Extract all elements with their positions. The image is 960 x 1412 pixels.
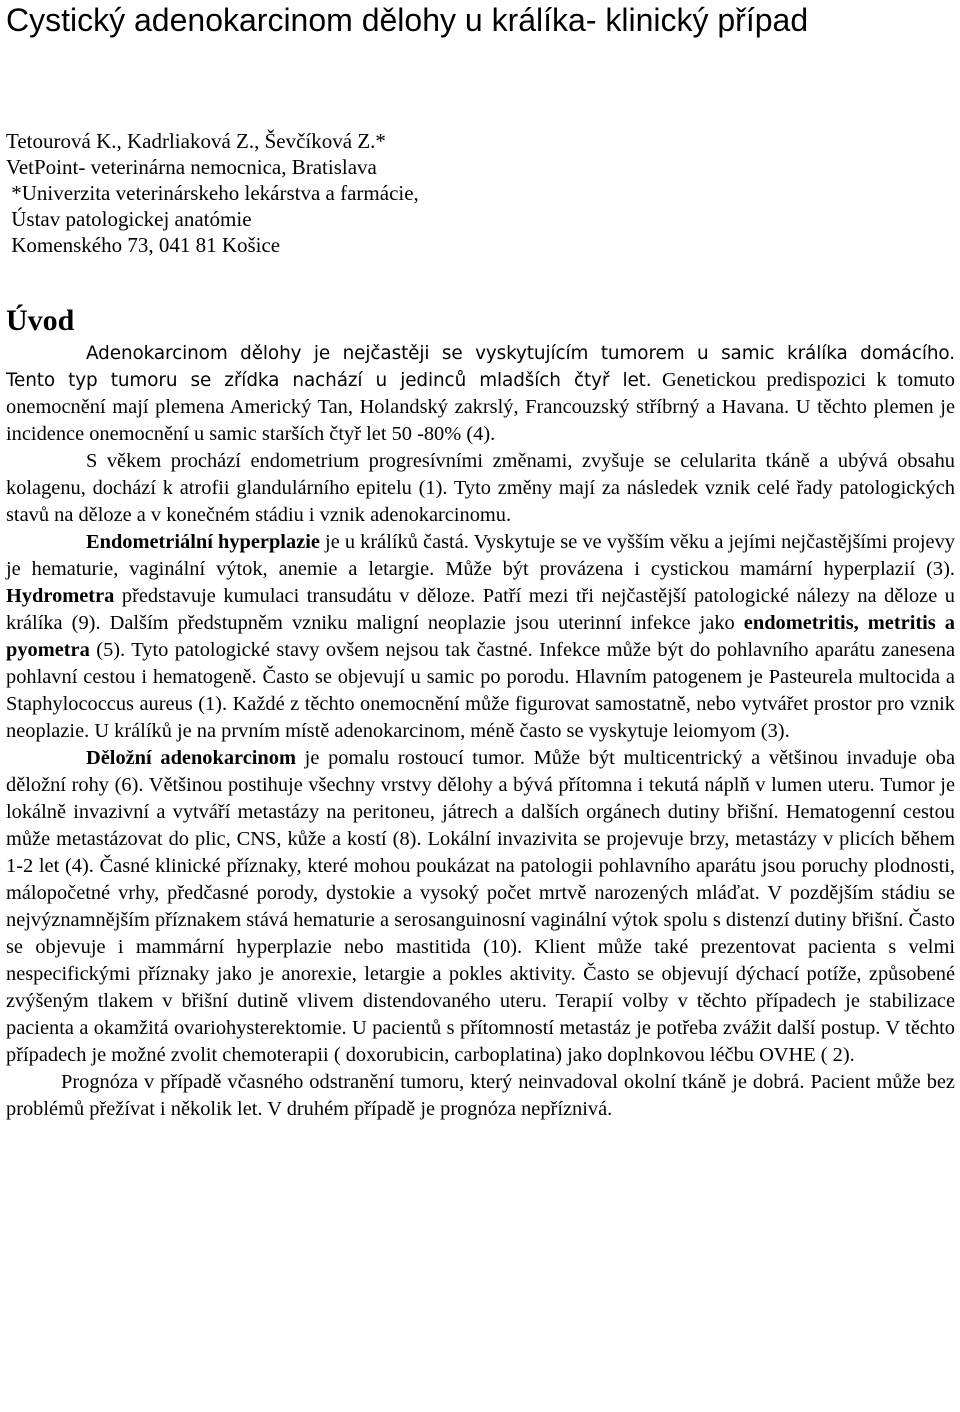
term-endometrial-hyperplasia: Endometriální hyperplazie <box>86 531 320 553</box>
paragraph-hyperplasia-text-c: (5). Tyto patologické stavy ovšem nejsou tak častné. Infekce může být do pohlavního aparátu zanesena pohlavní cestou i hematogeně. Často se objevují u samic po porodu. Hlavním patogenem je Pasteurela multocida a Staphylococcus aureus (1). Každé z těchto onemocnění může figurovat samostatně, nebo vytvářet prostor pro vznik neoplazie. U králíků je na prvním místě adenokarcinom, méně často se vyskytuje leiomyom (3). <box>6 639 955 742</box>
affiliation-line: Ústav patologickej anatómie <box>6 207 252 231</box>
term-uterine-adenocarcinoma: Děložní adenokarcinom <box>86 747 296 769</box>
paragraph-prognosis <box>6 1069 955 1123</box>
paragraph-adenocarcinoma-text: je pomalu rostoucí tumor. Může být multicentrický a většinou invaduje oba děložní rohy (6). Většinou postihuje všechny vrstvy dělohy a bývá přítomna i tekutá náplň v lumen uteru. Tumor je lokálně invazivní a vytváří metastázy na peritoneu, játrech a dalších orgánech dutiny břišní. Hematogenní cestou může metastázovat do plic, CNS, kůže a kostí (8). Lokální invazivita se projevuje brzy, metastázy v plicích během 1-2 let (4). Časné klinické příznaky, které mohou poukázat na patologii pohlavního aparátu jsou poruchy plodnosti, málopočetné vrhy, předčasné porody, dystokie a vysoký počet mrtvě narozených mláďat. V pozdějším stádiu se nejvýznamnějším příznakem stává hematurie a serosanguinosní vaginální výtok spolu s distenzí dutiny břišní. Často se objevuje i mammární hyperplazie nebo mastitida (10). Klient může také prezentovat pacienta s velmi nespecifickými příznaky jako je anorexie, letargie a pokles aktivity. Často se objevují dýchací potíže, způsobené zvýšeným tlakem v břišní dutině vlivem distendovaného uteru. Terapií volby v těchto případech je stabilizace pacienta a okamžitá ovariohysterektomie. U pacientů s přítomností metastáz je potřeba zvážit další postup. V těchto případech je možné zvolit chemoterapii ( doxorubicin, carboplatina) jako doplnkovou léčbu OVHE ( 2). <box>6 747 955 1066</box>
author-names: Tetourová K., Kadrliaková Z., Ševčíková Z.* <box>6 129 386 153</box>
affiliation-line: VetPoint- veterinárna nemocnica, Bratislava <box>6 155 377 179</box>
paragraph-hyperplasia <box>6 529 955 745</box>
term-infections: endometritis, metritis a pyometra <box>6 612 955 661</box>
paragraph-age <box>6 448 955 529</box>
paragraph-age-text: S věkem prochází endometrium progresívními změnami, zvyšuje se celularita tkáně a ubývá obsahu kolagenu, dochází k atrofii glandulárního epitelu (1). Tyto změny mají za následek vznik celé řady patologických stavů na děloze a v konečném stádiu i vznik adenokarcinomu. <box>6 450 955 526</box>
author-block <box>6 128 706 258</box>
paragraph-intro-genetics: Genetickou predispozici k tomuto onemocnění mají plemena Americký Tan, Holandský zakrslý, Francouzský stříbrný a Havana. U těchto plemen je incidence onemocnění u samic starších čtyř let 50 -80% (4). <box>6 369 955 445</box>
paragraph-hyperplasia-text-a: je u králíků častá. Vyskytuje se ve vyšším věku a jejími nejčastějšími projevy je hematurie, vaginální výtok, anemie a letargie. Může být provázena i cystickou mamární hyperplazií (3). <box>6 531 955 580</box>
term-hydrometra: Hydrometra <box>6 585 115 607</box>
paragraph-adenocarcinoma <box>6 745 955 1069</box>
section-heading-uvod: Úvod <box>6 304 75 337</box>
paragraph-prognosis-text: Prognóza v případě včasného odstranění tumoru, který neinvadoval okolní tkáně je dobrá. Pacient může bez problémů přežívat i několik let. V druhém případě je prognóza nepříznivá. <box>6 1071 955 1120</box>
body-text <box>6 340 955 1123</box>
paragraph-intro-text: Adenokarcinom dělohy je nejčastěji se vyskytujícím tumorem u samic králíka domácího. Tento typ tumoru se zřídka nachází u jedinců mladších čtyř let. <box>6 343 955 391</box>
affiliation-line: Komenského 73, 041 81 Košice <box>6 233 281 257</box>
affiliation-line: *Univerzita veterinárskeho lekárstva a farmácie, <box>6 181 419 205</box>
paragraph-intro <box>6 340 955 448</box>
document-title: Cystický adenokarcinom dělohy u králíka- klinický případ <box>6 2 809 38</box>
paragraph-hyperplasia-text-b: představuje kumulaci transudátu v děloze. Patří mezi tři nejčastější patologické nálezy na děloze u králíka (9). Dalším předstupněm vzniku maligní neoplazie jsou uterinní infekce jako <box>6 585 955 634</box>
